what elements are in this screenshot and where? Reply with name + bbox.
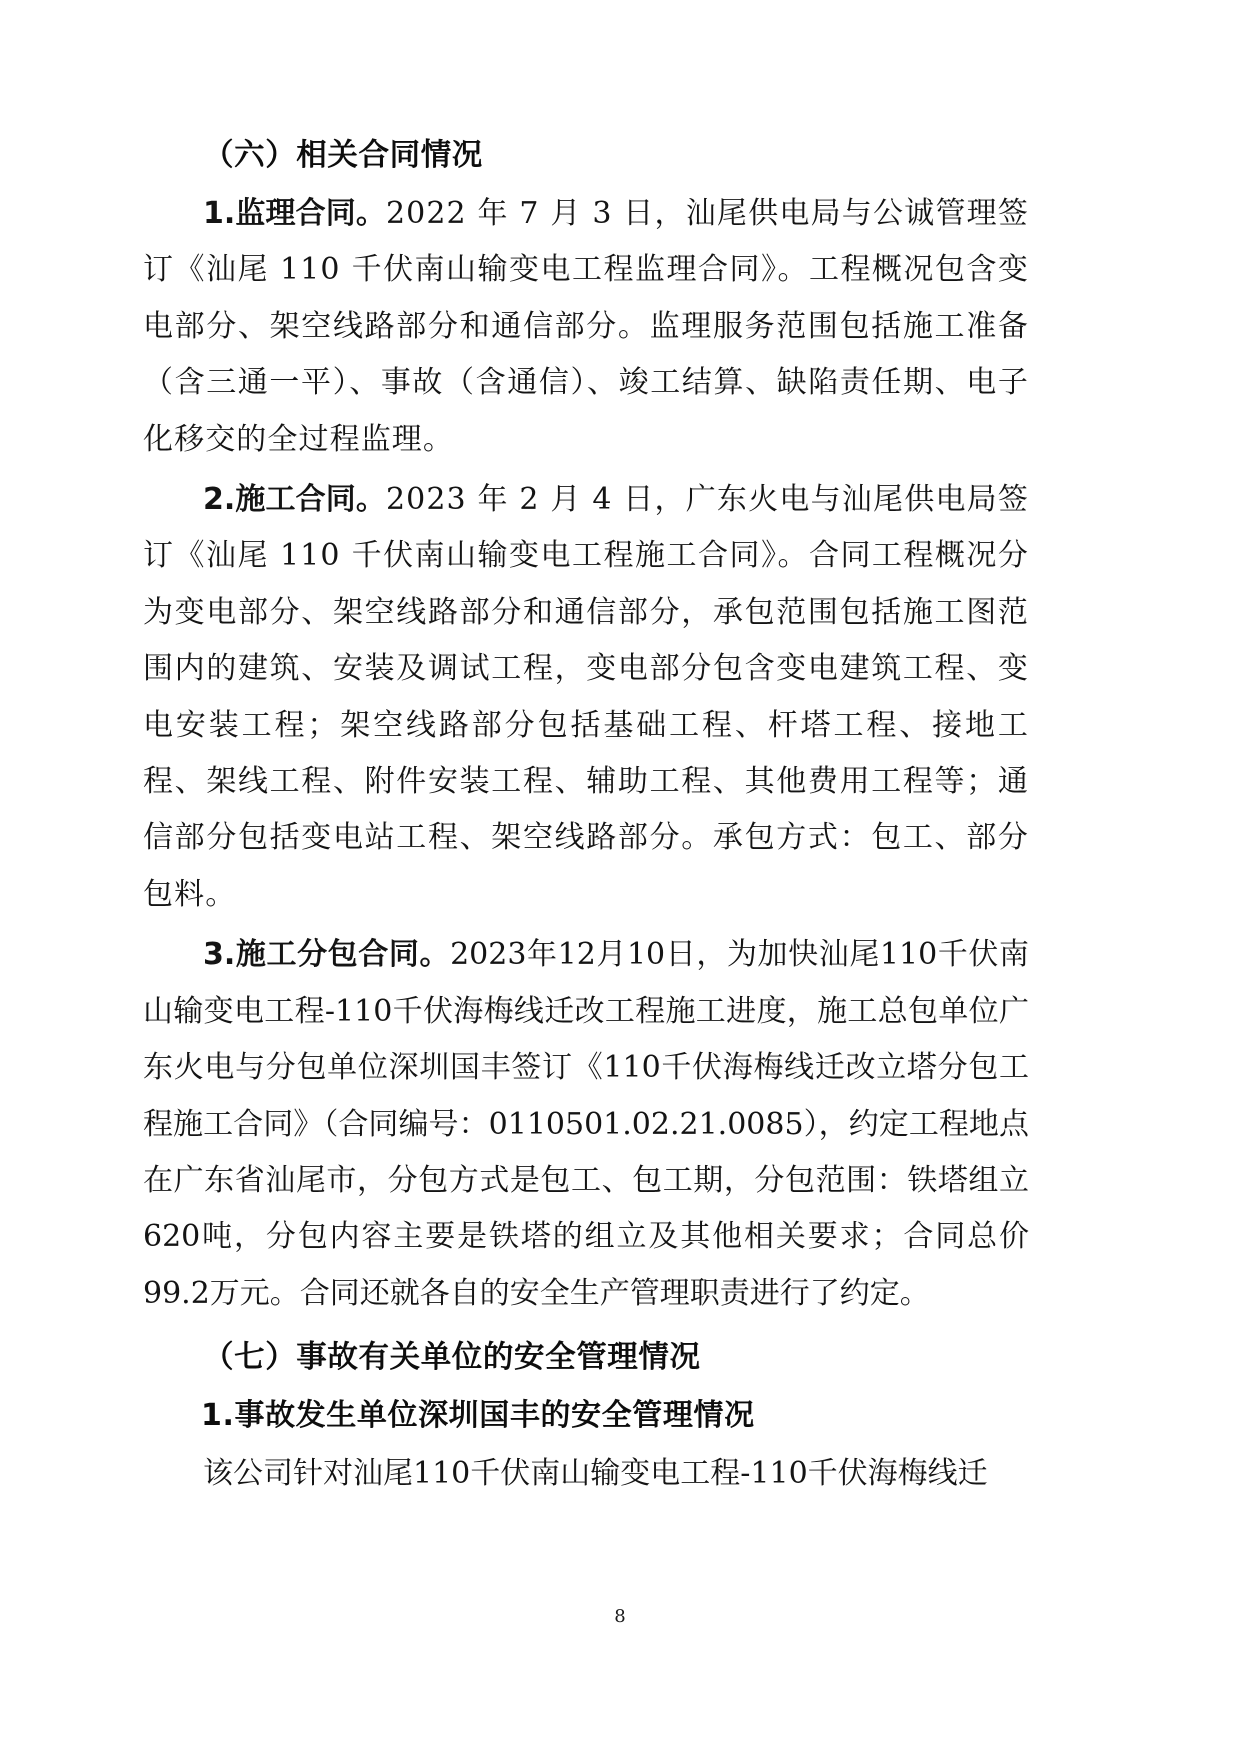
- paragraph-safety-management: [143, 1446, 1029, 1502]
- paragraph-lead-1: 1.监理合同。: [203, 196, 386, 231]
- paragraph-lead-3: 3.施工分包合同。: [203, 937, 451, 973]
- paragraph-lead-2: 2.施工合同。: [203, 482, 386, 518]
- paragraph-construction-contract: [143, 472, 1029, 923]
- paragraph-body-3: 2023年12月10日，为加快汕尾110千伏南山输变电工程-110千伏海梅线迁改工程施工进度，施工总包单位广东火电与分包单位深圳国丰签订《110千伏海梅线迁改立塔分包工程施工合同》（合同编号：0110501.02.21.0085），约定工程地点在广东省汕尾市，分包方式是包工、包工期，分包范围：铁塔组立620吨，分包内容主要是铁塔的组立及其他相关要求；合同总价99.2万元。合同还就各自的安全生产管理职责进行了约定。: [143, 937, 1029, 1311]
- section-spacer: [143, 1322, 1029, 1330]
- section-heading-six: （六）相关合同情况: [203, 138, 483, 173]
- page-content: [143, 128, 1029, 1503]
- page-number: 8: [614, 1606, 626, 1627]
- paragraph-subcontract: [143, 927, 1029, 1322]
- paragraph-supervision-contract: [143, 186, 1029, 468]
- paragraph-body-7-1: 该公司针对汕尾110千伏南山输变电工程-110千伏海梅线迁: [203, 1456, 988, 1492]
- paragraph-body-2: 2023 年 2 月 4 日，广东火电与汕尾供电局签订《汕尾 110 千伏南山输变电工程施工合同》。合同工程概况分为变电部分、架空线路部分和通信部分，承包范围包括施工图范围内的建筑、安装及调试工程，变电部分包含变电建筑工程、变电安装工程；架空线路部分包括基础工程、杆塔工程、接地工程、架线工程、附件安装工程、辅助工程、其他费用工程等；通信部分包括变电站工程、架空线路部分。承包方式：包工、部分包料。: [143, 482, 1029, 912]
- section-heading-seven: （七）事故有关单位的安全管理情况: [203, 1340, 701, 1376]
- paragraph-body-1: 2022 年 7 月 3 日，汕尾供电局与公诚管理签订《汕尾 110 千伏南山输变电工程监理合同》。工程概况包含变电部分、架空线路部分和通信部分。监理服务范围包括施工准备（含三通一平）、事故（含通信）、竣工结算、缺陷责任期、电子化移交的全过程监理。: [143, 196, 1029, 457]
- section-subheading-seven-1: 1.事故发生单位深圳国丰的安全管理情况: [201, 1398, 755, 1434]
